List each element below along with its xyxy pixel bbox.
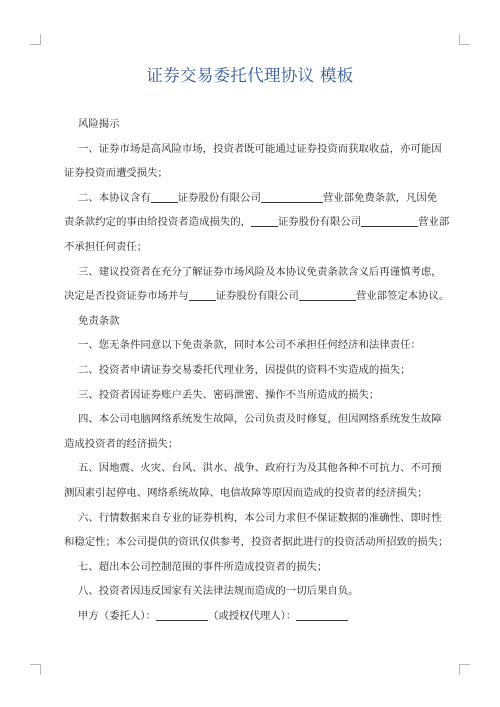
blank-field[interactable] bbox=[251, 215, 278, 227]
risk-2-text-a: 二、本协议含有 bbox=[78, 191, 151, 204]
exempt-item-4-line-1: 四、本公司电脑网络系统发生故障，公司负责及时修复，但因网络系统发生故障 bbox=[78, 413, 442, 426]
risk-3-line-1: 三、建议投资者在充分了解证券市场风险及本协议免责条款含义后再谨慎考虑， bbox=[78, 265, 442, 278]
risk-2-text-b: 证券股份有限公司 bbox=[177, 191, 261, 204]
blank-field[interactable] bbox=[189, 289, 216, 301]
exempt-item-7: 七、超出本公司控制范围的事件所造成投资者的损失； bbox=[78, 560, 328, 573]
risk-1-line-1: 一、证券市场是高风险市场，投资者既可能通过证券投资而获取收益，亦可能因 bbox=[78, 142, 442, 155]
exempt-item-2: 二、投资者申请证券交易委托代理业务，因提供的资料不实造成的损失； bbox=[78, 363, 411, 376]
blank-field[interactable] bbox=[261, 191, 323, 203]
party-a-blank[interactable] bbox=[156, 609, 208, 621]
risk-2-text-line2a: 责条款约定的事由给投资者造成损失的， bbox=[64, 216, 252, 229]
risk-heading: 风险揭示 bbox=[78, 118, 120, 130]
exempt-item-6-line-1: 六、行情数据来自专业的证券机构，本公司力求但不保证数据的准确性、即时性 bbox=[78, 511, 442, 524]
exempt-item-5-line-1: 五、因地震、火灾、台风、洪水、战争、政府行为及其他各种不可抗力、不可预 bbox=[78, 462, 442, 475]
risk-3-text-line2c: 营业部签定本协议。 bbox=[355, 290, 450, 303]
blank-field[interactable] bbox=[151, 191, 178, 203]
authorized-agent-label: （或授权代理人）： bbox=[207, 609, 297, 622]
risk-2-text-line2c: 营业部 bbox=[418, 216, 450, 229]
authorized-agent-blank[interactable] bbox=[296, 609, 348, 621]
exempt-item-3: 三、投资者因证券账户丢失、密码泄密、操作不当所造成的损失； bbox=[78, 388, 380, 401]
crop-mark-top-right bbox=[459, 34, 470, 45]
exempt-item-1: 一、您无条件同意以下免责条款，同时本公司不承担任何经济和法律责任： bbox=[78, 339, 421, 352]
risk-2-line-3: 不承担任何责任； bbox=[64, 240, 148, 253]
risk-3-text-line2a: 决定是否投资证券市场并与 bbox=[64, 290, 189, 303]
exempt-item-5-line-2: 测因素引起停电、网络系统故障、电信故障等原因而造成的投资者的经济损失； bbox=[64, 486, 428, 499]
exempt-item-6-line-2: 和稳定性；本公司提供的资讯仅供参考，投资者据此进行的投资活动所招致的损失； bbox=[64, 536, 449, 549]
crop-mark-bottom-right bbox=[459, 664, 470, 675]
risk-3-text-line2b: 证券股份有限公司 bbox=[215, 290, 299, 303]
exempt-heading: 免责条款 bbox=[78, 314, 120, 327]
risk-2-text-line2b: 证券股份有限公司 bbox=[278, 216, 362, 229]
exempt-item-8: 八、投资者因违反国家有关法律法规而造成的一切后果自负。 bbox=[78, 585, 359, 598]
risk-1-line-2: 证券投资而遭受损失； bbox=[64, 167, 168, 180]
crop-mark-top-left bbox=[30, 34, 41, 45]
risk-2-line-2 bbox=[64, 210, 450, 235]
document-body bbox=[64, 112, 450, 628]
blank-field[interactable] bbox=[299, 289, 356, 301]
party-a-label: 甲方（委托人）： bbox=[78, 609, 156, 622]
risk-3-line-2 bbox=[64, 284, 450, 309]
crop-mark-bottom-left bbox=[30, 664, 41, 675]
signature-line bbox=[64, 604, 444, 629]
risk-2-text-c: 营业部免费条款，凡因免 bbox=[322, 191, 438, 204]
document-title: 证券交易委托代理协议 模板 bbox=[146, 66, 354, 85]
risk-2-line-1 bbox=[64, 186, 444, 211]
blank-field[interactable] bbox=[361, 215, 418, 227]
exempt-item-4-line-2: 造成投资者的经济损失； bbox=[64, 437, 179, 450]
